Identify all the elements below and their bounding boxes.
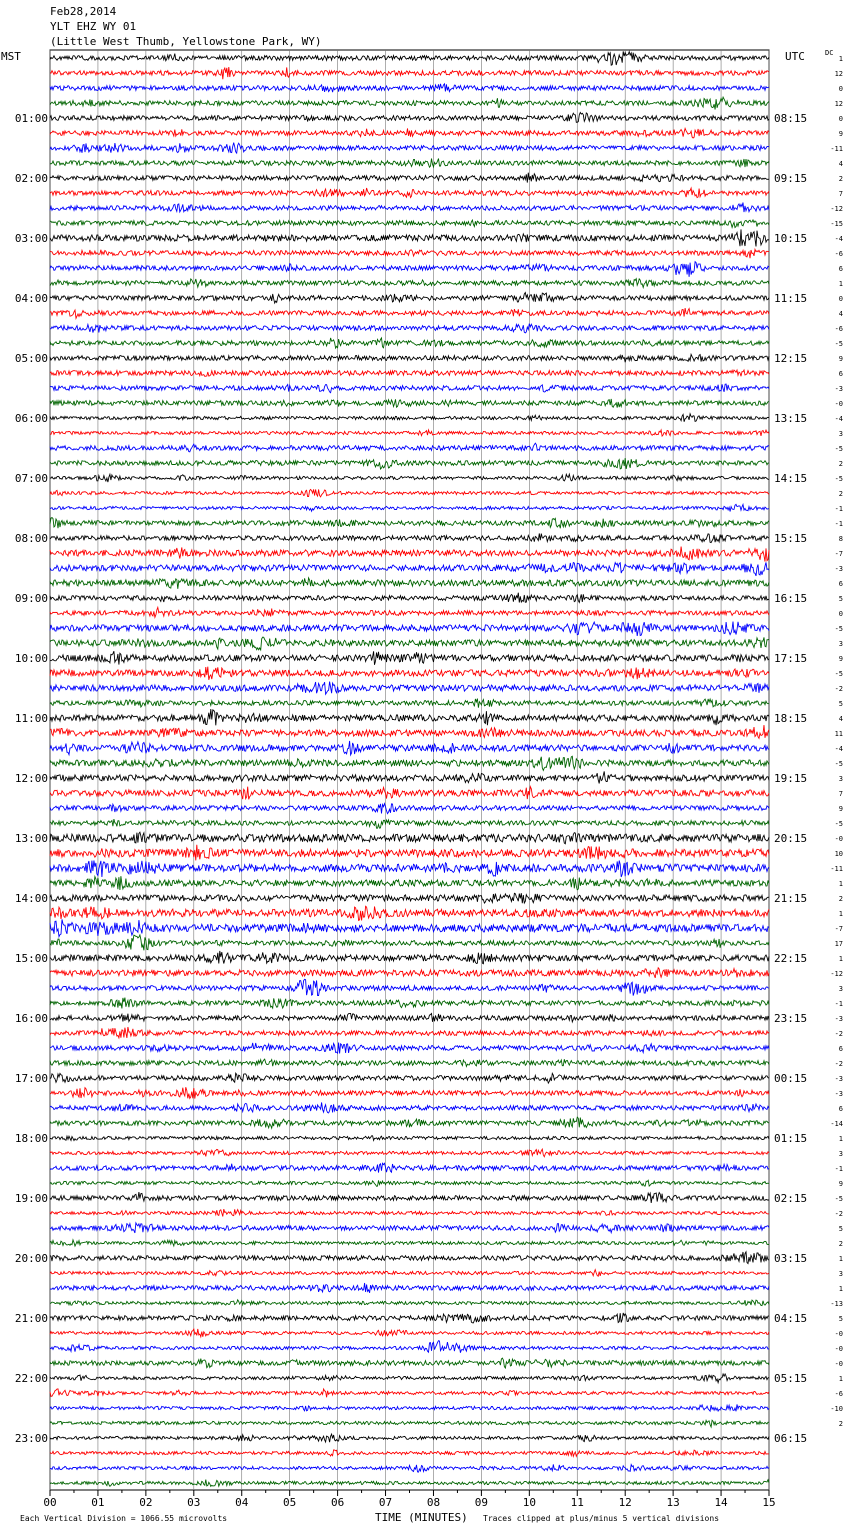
seismic-trace	[50, 1209, 769, 1216]
x-tick-label: 03	[187, 1496, 201, 1509]
dc-offset-label: -1	[834, 1000, 843, 1008]
seismic-trace	[50, 384, 769, 393]
seismic-trace	[50, 458, 769, 469]
mst-hour-label: 11:00	[14, 712, 48, 725]
utc-hour-label: 11:15	[774, 292, 808, 305]
utc-hour-label: 05:15	[774, 1372, 808, 1385]
seismic-trace	[50, 845, 769, 861]
seismic-trace	[50, 188, 769, 198]
utc-hour-label: 13:15	[774, 412, 808, 425]
mst-hour-label: 18:00	[14, 1132, 48, 1145]
utc-hour-label: 14:15	[774, 472, 808, 485]
x-tick-label: 05	[283, 1496, 297, 1509]
x-tick-label: 13	[666, 1496, 680, 1509]
seismic-trace	[50, 1013, 769, 1021]
seismic-trace	[50, 906, 769, 920]
dc-offset-label: -1	[834, 505, 843, 513]
utc-hour-label: 00:15	[774, 1072, 808, 1085]
seismic-trace	[50, 338, 769, 348]
seismic-trace	[50, 1043, 769, 1054]
utc-hour-label: 18:15	[774, 712, 808, 725]
dc-offset-label: -6	[834, 1390, 843, 1398]
dc-offset-label: -4	[834, 235, 843, 243]
dc-offset-label: -4	[834, 415, 843, 423]
dc-offset-label: 4	[838, 160, 843, 168]
seismic-trace	[50, 1389, 769, 1397]
mst-hour-label: 01:00	[14, 112, 48, 125]
mst-hour-label: 20:00	[14, 1252, 48, 1265]
x-axis-label: TIME (MINUTES)	[375, 1511, 468, 1524]
utc-hour-label: 16:15	[774, 592, 808, 605]
dc-offset-label: -2	[834, 1210, 843, 1218]
seismic-trace	[50, 979, 769, 995]
mst-hour-label: 15:00	[14, 952, 48, 965]
dc-offset-label: 5	[838, 595, 843, 603]
seismic-trace	[50, 1270, 769, 1277]
seismic-trace	[50, 430, 769, 436]
dc-offset-label: -1	[834, 1165, 843, 1173]
seismic-trace	[50, 1450, 769, 1456]
dc-offset-label: 9	[838, 805, 843, 813]
seismic-trace	[50, 51, 769, 65]
utc-hour-label: 12:15	[774, 352, 808, 365]
seismic-trace	[50, 489, 769, 497]
station-code: YLT EHZ WY 01	[50, 20, 137, 33]
utc-hour-label: 09:15	[774, 172, 808, 185]
seismic-trace	[50, 279, 769, 288]
dc-offset-label: 1	[838, 55, 843, 63]
seismic-trace	[50, 173, 769, 183]
seismic-trace	[50, 951, 769, 964]
seismic-trace	[50, 324, 769, 333]
mst-hour-label: 12:00	[14, 772, 48, 785]
dc-offset-label: -12	[830, 970, 843, 978]
mst-hour-label: 10:00	[14, 652, 48, 665]
dc-column-title: DC	[825, 49, 834, 57]
seismic-trace	[50, 1163, 769, 1172]
x-tick-label: 04	[235, 1496, 249, 1509]
seismic-trace	[50, 935, 769, 950]
seismic-trace	[50, 771, 769, 783]
dc-offset-label: -3	[834, 565, 843, 573]
dc-offset-label: 9	[838, 655, 843, 663]
utc-hour-label: 19:15	[774, 772, 808, 785]
dc-offset-label: -2	[834, 1060, 843, 1068]
dc-offset-label: 4	[838, 310, 843, 318]
seismic-trace	[50, 1223, 769, 1233]
seismic-trace	[50, 787, 769, 800]
seismic-trace	[50, 1117, 769, 1128]
mst-hour-label: 09:00	[14, 592, 48, 605]
dc-offset-label: 1	[838, 1285, 843, 1293]
seismic-trace	[50, 1136, 769, 1141]
seismic-trace	[50, 1358, 769, 1368]
dc-offset-label: -5	[834, 340, 843, 348]
dc-offset-label: 2	[838, 490, 843, 498]
dc-offset-label: 0	[838, 295, 843, 303]
seismic-trace	[50, 249, 769, 258]
seismic-trace	[50, 128, 769, 138]
utc-hour-label: 20:15	[774, 832, 808, 845]
seismic-trace	[50, 1073, 769, 1083]
dc-offset-label: -12	[830, 205, 843, 213]
dc-offset-label: 7	[838, 190, 843, 198]
dc-offset-label: -5	[834, 820, 843, 828]
dc-offset-label: 1	[838, 280, 843, 288]
dc-offset-label: 3	[838, 1150, 843, 1158]
utc-hour-label: 06:15	[774, 1432, 808, 1445]
dc-offset-label: 2	[838, 1420, 843, 1428]
mst-hour-label: 08:00	[14, 532, 48, 545]
dc-offset-label: 12	[834, 70, 843, 78]
utc-hour-label: 10:15	[774, 232, 808, 245]
x-tick-label: 10	[522, 1496, 536, 1509]
dc-offset-label: 2	[838, 175, 843, 183]
utc-hour-label: 17:15	[774, 652, 808, 665]
seismic-trace	[50, 637, 769, 650]
scale-note: Each Vertical Division = 1066.55 microvolts	[20, 1514, 228, 1523]
dc-offset-label: -5	[834, 445, 843, 453]
chart-date: Feb28,2014	[50, 5, 117, 18]
dc-offset-label: 1	[838, 955, 843, 963]
seismic-trace	[50, 804, 769, 814]
dc-offset-label: 2	[838, 460, 843, 468]
seismic-trace	[50, 968, 769, 978]
dc-offset-label: 3	[838, 640, 843, 648]
seismic-trace	[50, 607, 769, 617]
seismic-trace	[50, 741, 769, 755]
dc-offset-label: 9	[838, 130, 843, 138]
seismic-trace	[50, 370, 769, 376]
seismic-trace	[50, 622, 769, 636]
dc-offset-label: 6	[838, 580, 843, 588]
seismic-trace	[50, 893, 769, 903]
dc-offset-label: 2	[838, 1240, 843, 1248]
seismic-trace	[50, 1434, 769, 1442]
seismic-trace	[50, 203, 769, 213]
mst-hour-label: 14:00	[14, 892, 48, 905]
utc-hour-label: 23:15	[774, 1012, 808, 1025]
dc-offset-label: 0	[838, 610, 843, 618]
seismic-trace	[50, 354, 769, 362]
seismic-trace	[50, 220, 769, 228]
dc-offset-label: -15	[830, 220, 843, 228]
seismic-trace	[50, 1480, 769, 1487]
utc-hour-label: 01:15	[774, 1132, 808, 1145]
seismic-trace	[50, 1464, 769, 1472]
seismic-trace	[50, 1329, 769, 1337]
seismic-trace	[50, 113, 769, 123]
dc-offset-label: -4	[834, 745, 843, 753]
dc-offset-label: 1	[838, 1255, 843, 1263]
dc-offset-label: -5	[834, 760, 843, 768]
mst-hour-label: 02:00	[14, 172, 48, 185]
dc-offset-label: 6	[838, 370, 843, 378]
mst-hour-label: 13:00	[14, 832, 48, 845]
dc-offset-label: 0	[838, 85, 843, 93]
station-location: (Little West Thumb, Yellowstone Park, WY)	[50, 35, 322, 48]
mst-hour-label: 04:00	[14, 292, 48, 305]
dc-offset-label: -0	[834, 1345, 843, 1353]
x-tick-label: 14	[714, 1496, 728, 1509]
utc-hour-label: 22:15	[774, 952, 808, 965]
dc-offset-label: 11	[834, 730, 843, 738]
dc-offset-label: -0	[834, 400, 843, 408]
mst-hour-label: 22:00	[14, 1372, 48, 1385]
dc-offset-label: -13	[830, 1300, 843, 1308]
dc-offset-label: 5	[838, 1315, 843, 1323]
seismic-trace	[50, 1374, 769, 1383]
seismic-trace	[50, 562, 769, 576]
seismic-trace	[50, 682, 769, 695]
dc-offset-label: -0	[834, 835, 843, 843]
x-tick-label: 08	[426, 1496, 441, 1509]
seismic-trace	[50, 1180, 769, 1186]
seismic-trace	[50, 1300, 769, 1306]
seismic-trace	[50, 667, 769, 680]
x-tick-label: 02	[139, 1496, 153, 1509]
dc-offset-label: 1	[838, 1135, 843, 1143]
dc-offset-label: 6	[838, 1105, 843, 1113]
seismic-trace	[50, 547, 769, 562]
dc-offset-label: 17	[834, 940, 843, 948]
x-tick-label: 07	[378, 1496, 393, 1509]
dc-offset-label: 0	[838, 115, 843, 123]
seismic-trace	[50, 262, 769, 277]
seismic-trace	[50, 1192, 769, 1203]
dc-offset-label: -2	[834, 685, 843, 693]
seismic-trace	[50, 709, 769, 725]
dc-offset-label: -3	[834, 1015, 843, 1023]
mst-hour-label: 07:00	[14, 472, 48, 485]
x-tick-label: 09	[474, 1496, 489, 1509]
seismic-trace	[50, 84, 769, 92]
seismic-trace	[50, 1240, 769, 1246]
dc-offset-label: 3	[838, 1270, 843, 1278]
seismic-trace	[50, 578, 769, 589]
dc-offset-label: -5	[834, 625, 843, 633]
dc-offset-label: 5	[838, 1225, 843, 1233]
mst-hour-label: 21:00	[14, 1312, 48, 1325]
seismic-trace	[50, 819, 769, 828]
dc-offset-label: -3	[834, 1075, 843, 1083]
dc-offset-label: 5	[838, 700, 843, 708]
dc-offset-label: -14	[830, 1120, 843, 1128]
dc-offset-label: -0	[834, 1330, 843, 1338]
seismic-trace	[50, 1102, 769, 1113]
dc-offset-label: -1	[834, 520, 843, 528]
dc-offset-label: -5	[834, 1195, 843, 1203]
dc-offset-label: -6	[834, 325, 843, 333]
seismic-trace	[50, 399, 769, 408]
x-tick-label: 01	[91, 1496, 105, 1509]
mst-hour-label: 05:00	[14, 352, 48, 365]
dc-offset-label: 1	[838, 880, 843, 888]
utc-hour-label: 08:15	[774, 112, 808, 125]
seismic-trace	[50, 1283, 769, 1293]
right-axis-title: UTC	[785, 50, 805, 63]
seismic-trace	[50, 1149, 769, 1157]
seismic-trace	[50, 159, 769, 168]
utc-hour-label: 21:15	[774, 892, 808, 905]
seismic-trace	[50, 1341, 769, 1353]
dc-offset-label: 3	[838, 775, 843, 783]
dc-offset-label: -7	[834, 550, 843, 558]
seismic-trace	[50, 651, 769, 665]
dc-offset-label: 9	[838, 355, 843, 363]
x-tick-label: 12	[618, 1496, 632, 1509]
seismic-trace	[50, 1087, 769, 1098]
dc-offset-label: -10	[830, 1405, 843, 1413]
mst-hour-label: 17:00	[14, 1072, 48, 1085]
dc-offset-label: -2	[834, 1030, 843, 1038]
seismic-trace	[50, 1404, 769, 1411]
seismic-trace	[50, 725, 769, 738]
mst-hour-label: 23:00	[14, 1432, 48, 1445]
dc-offset-label: -11	[830, 145, 843, 153]
dc-offset-label: -11	[830, 865, 843, 873]
seismic-trace	[50, 699, 769, 708]
dc-offset-label: 8	[838, 535, 843, 543]
seismic-trace	[50, 229, 769, 246]
dc-offset-label: -5	[834, 475, 843, 483]
utc-hour-label: 02:15	[774, 1192, 808, 1205]
seismic-trace	[50, 504, 769, 511]
x-tick-label: 11	[570, 1496, 584, 1509]
mst-hour-label: 03:00	[14, 232, 48, 245]
left-axis-title: MST	[1, 50, 21, 63]
dc-offset-label: -3	[834, 1090, 843, 1098]
mst-hour-label: 19:00	[14, 1192, 48, 1205]
dc-offset-label: -7	[834, 925, 843, 933]
utc-hour-label: 03:15	[774, 1252, 808, 1265]
dc-offset-label: -3	[834, 385, 843, 393]
utc-hour-label: 04:15	[774, 1312, 808, 1325]
dc-offset-label: 9	[838, 1180, 843, 1188]
x-tick-label: 00	[43, 1496, 57, 1509]
dc-offset-label: 6	[838, 265, 843, 273]
seismic-trace	[50, 1313, 769, 1323]
seismic-trace	[50, 143, 769, 154]
seismic-trace	[50, 97, 769, 109]
seismic-trace	[50, 1059, 769, 1066]
x-tick-label: 06	[330, 1496, 345, 1509]
seismic-trace	[50, 67, 769, 79]
seismic-trace	[50, 414, 769, 422]
dc-offset-label: 7	[838, 790, 843, 798]
seismic-trace	[50, 1252, 769, 1264]
dc-offset-label: 3	[838, 430, 843, 438]
dc-offset-label: 4	[838, 715, 843, 723]
dc-offset-label: 10	[834, 850, 843, 858]
dc-offset-label: 12	[834, 100, 843, 108]
seismic-trace	[50, 832, 769, 844]
seismic-trace	[50, 876, 769, 890]
seismic-trace	[50, 756, 769, 770]
dc-offset-label: -0	[834, 1360, 843, 1368]
dc-offset-label: 3	[838, 985, 843, 993]
dc-offset-label: 1	[838, 1375, 843, 1383]
seismic-trace	[50, 443, 769, 452]
seismic-trace	[50, 293, 769, 304]
dc-offset-label: -6	[834, 250, 843, 258]
dc-offset-label: 6	[838, 1045, 843, 1053]
mst-hour-label: 16:00	[14, 1012, 48, 1025]
seismic-trace	[50, 308, 769, 318]
dc-offset-label: -5	[834, 670, 843, 678]
dc-offset-label: 1	[838, 910, 843, 918]
seismic-trace	[50, 518, 769, 529]
seismic-trace	[50, 1027, 769, 1038]
seismic-trace	[50, 534, 769, 543]
seismic-trace	[50, 998, 769, 1009]
utc-hour-label: 15:15	[774, 532, 808, 545]
mst-hour-label: 06:00	[14, 412, 48, 425]
dc-offset-label: 2	[838, 895, 843, 903]
x-tick-label: 15	[762, 1496, 776, 1509]
seismic-trace	[50, 593, 769, 603]
clip-note: Traces clipped at plus/minus 5 vertical divisions	[483, 1514, 720, 1523]
seismic-trace	[50, 919, 769, 936]
seismic-trace	[50, 1420, 769, 1427]
seismic-trace	[50, 861, 769, 878]
seismic-trace	[50, 474, 769, 482]
